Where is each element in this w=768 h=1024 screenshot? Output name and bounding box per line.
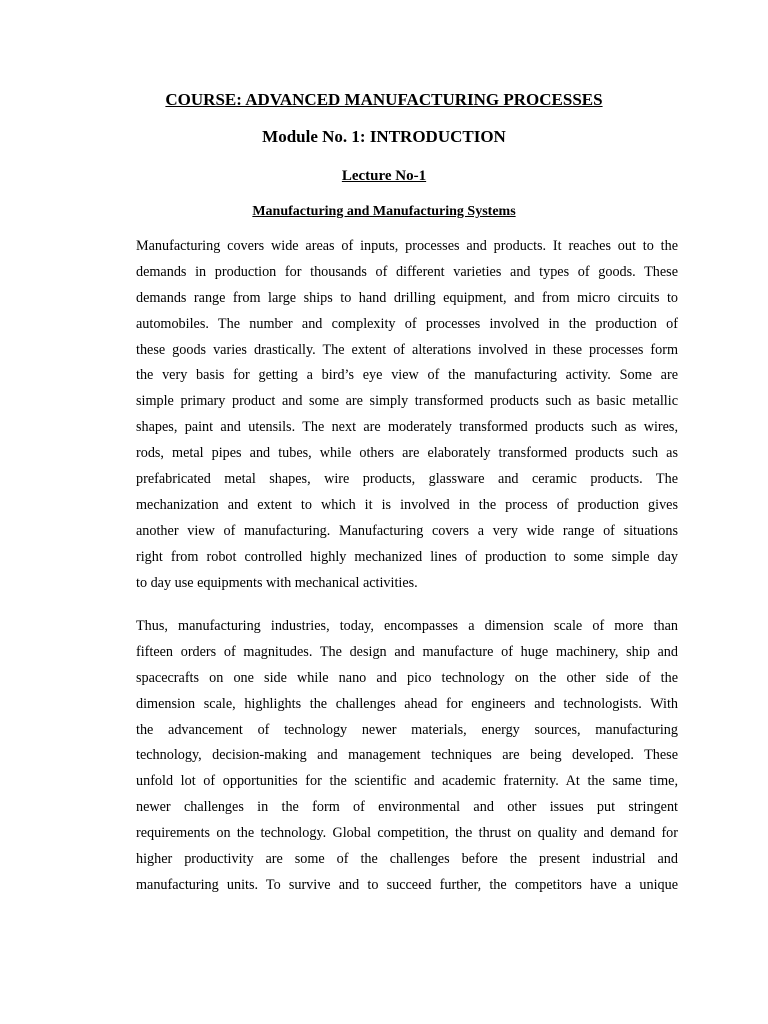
paragraph-line: newer challenges in the form of environmental and other issues put stringent [136,799,678,816]
paragraph-line: mechanization and extent to which it is involved in the process of production gives [136,496,678,513]
paragraph-2 [136,614,678,899]
paragraph-line: demands in production for thousands of different varieties and types of goods. These [136,263,678,280]
paragraph-line: Thus, manufacturing industries, today, encompasses a dimension scale of more than [136,618,678,634]
paragraph-line: to day use equipments with mechanical activities. [136,574,418,591]
paragraph-line: simple primary product and some are simply transformed products such as basic metallic [136,393,678,410]
paragraph-line: manufacturing units. To survive and to succeed further, the competitors have a unique [136,876,678,893]
paragraph-line: dimension scale, highlights the challenges ahead for engineers and technologists. With [136,695,678,712]
paragraph-line: rods, metal pipes and tubes, while others are elaborately transformed products such as [136,445,678,462]
paragraph-line: the advancement of technology newer materials, energy sources, manufacturing [136,721,678,738]
lecture-title: Lecture No-1 [341,168,427,184]
paragraph-line: shapes, paint and utensils. The next are moderately transformed products such as wires, [136,419,678,436]
paragraph-line: demands range from large ships to hand drilling equipment, and from micro circuits to [136,289,678,306]
paragraph-line: another view of manufacturing. Manufacturing covers a very wide range of situations [136,522,678,539]
paragraph-line: technology, decision-making and management techniques are being developed. These [136,747,678,764]
paragraph-1 [136,234,678,596]
module-title: Module No. 1: INTRODUCTION [262,127,506,146]
paragraph-line: requirements on the technology. Global competition, the thrust on quality and demand for [136,825,678,842]
paragraph-line: these goods varies drastically. The extent of alterations involved in these processes form [136,341,678,358]
course-title: COURSE: ADVANCED MANUFACTURING PROCESSES [165,90,603,109]
paragraph-line: unfold lot of opportunities for the scientific and academic fraternity. At the same time, [136,773,678,790]
paragraph-line: fifteen orders of magnitudes. The design and manufacture of huge machinery, ship and [136,643,678,660]
paragraph-line: Manufacturing covers wide areas of inputs, processes and products. It reaches out to the [136,238,678,254]
paragraph-line: higher productivity are some of the challenges before the present industrial and [136,851,678,868]
section-title: Manufacturing and Manufacturing Systems [252,204,516,219]
paragraph-line: prefabricated metal shapes, wire products, glassware and ceramic products. The [136,471,678,488]
paragraph-line: right from robot controlled highly mechanized lines of production to some simple day [136,548,678,565]
paragraph-line: the very basis for getting a bird’s eye view of the manufacturing activity. Some are [136,367,678,384]
paragraph-line: spacecrafts on one side while nano and pico technology on the other side of the [136,669,678,686]
paragraph-line: automobiles. The number and complexity of processes involved in the production of [136,315,678,332]
